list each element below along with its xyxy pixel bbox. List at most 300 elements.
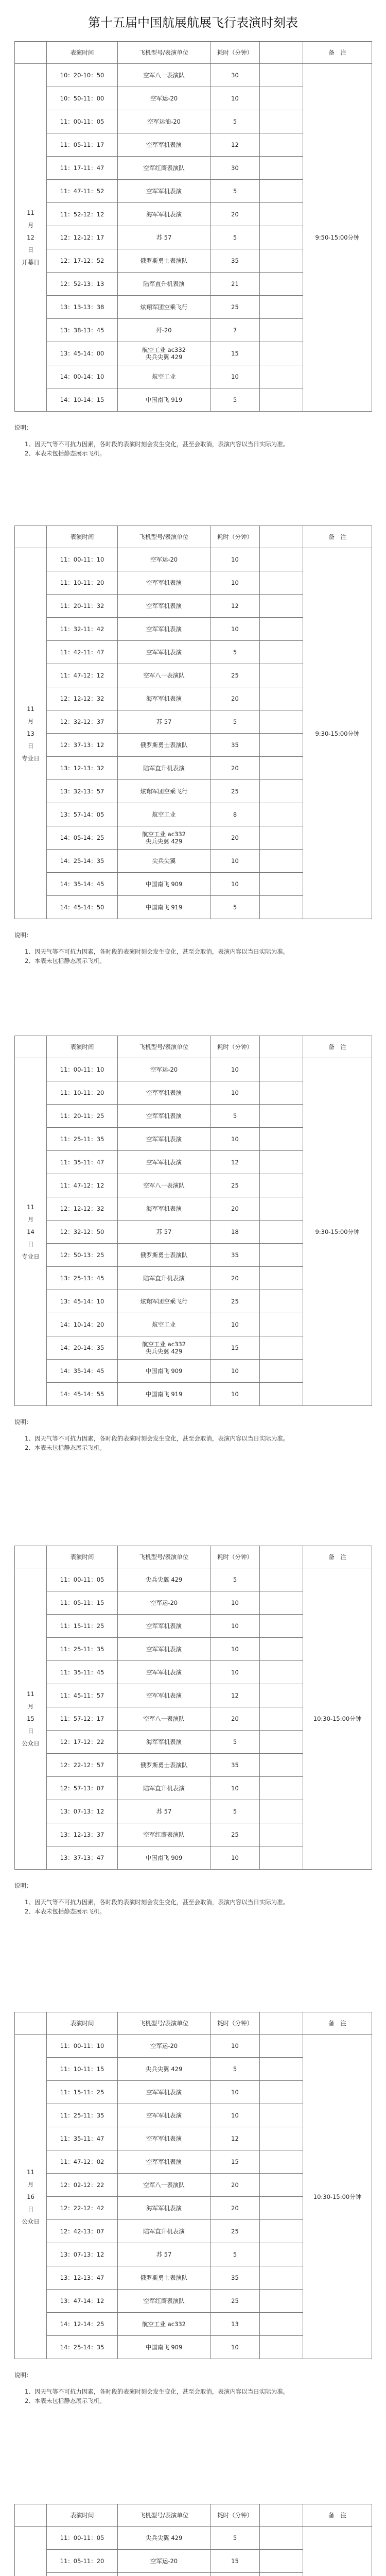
spacer-cell xyxy=(260,1197,303,1221)
name-header: 飞机型号/表演单位 xyxy=(118,42,210,64)
duration-cell: 15 xyxy=(210,2550,260,2573)
time-cell: 13：07-13：12 xyxy=(47,1800,118,1823)
duration-header: 耗时（分钟） xyxy=(210,1546,260,1568)
duration-cell: 10 xyxy=(210,618,260,641)
duration-cell: 5 xyxy=(210,2058,260,2081)
month-label: 11 xyxy=(27,209,34,216)
month-unit: 月 xyxy=(27,2180,34,2188)
aircraft-cell: 空军八一表演队 xyxy=(118,64,210,87)
time-cell: 11：35-11：47 xyxy=(47,2127,118,2150)
duration-cell: 30 xyxy=(210,64,260,87)
duration-cell: 10 xyxy=(210,1081,260,1105)
time-cell: 11：20-11：25 xyxy=(47,1105,118,1128)
date-header xyxy=(15,526,47,548)
duration-cell: 5 xyxy=(210,641,260,664)
duration-cell: 5 xyxy=(210,1568,260,1591)
aircraft-cell: 中国南飞 919 xyxy=(118,896,210,919)
day-type-label: 开幕日 xyxy=(22,259,40,266)
duration-cell: 5 xyxy=(210,226,260,249)
aircraft-cell: 空军运油-20 xyxy=(118,110,210,133)
spacer-cell xyxy=(260,180,303,203)
time-cell: 11：52-12：12 xyxy=(47,203,118,226)
spacer-header xyxy=(260,1546,303,1568)
duration-cell: 10 xyxy=(210,1661,260,1684)
day-label: 16 xyxy=(27,2193,34,2200)
time-cell: 11：25-11：35 xyxy=(47,2104,118,2127)
month-unit: 月 xyxy=(27,222,34,229)
duration-cell: 10 xyxy=(210,850,260,873)
spacer-cell xyxy=(260,641,303,664)
time-cell: 13：12-13：37 xyxy=(47,1823,118,1846)
time-cell: 11：45-11：57 xyxy=(47,1684,118,1707)
time-header: 表演时间 xyxy=(47,2504,118,2527)
spacer-cell xyxy=(260,1823,303,1846)
time-cell: 14：35-14：45 xyxy=(47,1360,118,1383)
note-cell: 10:30-15:00分钟 xyxy=(303,1568,372,1870)
duration-cell: 10 xyxy=(210,571,260,595)
time-cell: 14：45-14：50 xyxy=(47,896,118,919)
duration-cell xyxy=(210,2573,260,2576)
duration-cell: 5 xyxy=(210,896,260,919)
spacer-cell xyxy=(260,2290,303,2313)
time-cell: 11：05-11：15 xyxy=(47,1591,118,1615)
day-unit: 日 xyxy=(27,1241,34,1248)
aircraft-cell: 空军运-20 xyxy=(118,87,210,110)
spacer-cell xyxy=(260,2104,303,2127)
aircraft-cell: 尖兵尖翼 xyxy=(118,850,210,873)
time-cell: 12：22-12：57 xyxy=(47,1754,118,1777)
month-label: 11 xyxy=(27,1690,34,1698)
spacer-cell xyxy=(260,319,303,342)
duration-cell: 20 xyxy=(210,1707,260,1731)
spacer-cell xyxy=(260,1777,303,1800)
spacer-cell xyxy=(260,780,303,803)
note-cell xyxy=(303,2527,372,2576)
spacer-cell xyxy=(260,2336,303,2359)
spacer-cell xyxy=(260,757,303,780)
aircraft-cell: 空军军机表演 xyxy=(118,2104,210,2127)
duration-cell: 10 xyxy=(210,1128,260,1151)
time-cell: 13：25-13：45 xyxy=(47,1267,118,1290)
aircraft-cell: 尖兵尖翼 429 xyxy=(118,2058,210,2081)
aircraft-cell: 空军红鹰表演队 xyxy=(118,157,210,180)
time-cell: 11：00-11：05 xyxy=(47,110,118,133)
time-cell: 13：45-14：10 xyxy=(47,1290,118,1313)
aircraft-cell: 空军红鹰表演队 xyxy=(118,1823,210,1846)
aircraft-cell: 炫翔军团空乘飞行 xyxy=(118,296,210,319)
aircraft-cell: 空军军机表演 xyxy=(118,1615,210,1638)
time-cell: 11：10-11：20 xyxy=(47,1081,118,1105)
aircraft-cell: 苏 57 xyxy=(118,1800,210,1823)
day-unit: 日 xyxy=(27,1727,34,1735)
time-cell: 12：50-13：25 xyxy=(47,1244,118,1267)
time-cell xyxy=(47,2573,118,2576)
day-unit: 日 xyxy=(27,246,34,253)
duration-cell: 15 xyxy=(210,2150,260,2174)
spacer-cell xyxy=(260,618,303,641)
notes-item-1: 1、因天气等不可抗力因素，各时段的表演时刻会发生变化，甚至会取消，表演内容以当日实际为准。 xyxy=(25,948,289,955)
spacer-cell xyxy=(260,342,303,365)
time-cell: 11：20-11：32 xyxy=(47,595,118,618)
notes-block xyxy=(14,423,372,458)
note-header: 备 注 xyxy=(303,1036,372,1058)
notes-item-2: 2、本表未包括静态展示飞机。 xyxy=(25,1444,106,1451)
spacer-cell xyxy=(260,1568,303,1591)
time-cell: 12：12-12：32 xyxy=(47,687,118,710)
spacer-cell xyxy=(260,226,303,249)
spacer-cell xyxy=(260,1707,303,1731)
spacer-cell xyxy=(260,734,303,757)
time-cell: 12：12-12：17 xyxy=(47,226,118,249)
spacer-cell xyxy=(260,1174,303,1197)
aircraft-cell: 空军军机表演 xyxy=(118,1081,210,1105)
duration-cell: 12 xyxy=(210,595,260,618)
duration-cell: 10 xyxy=(210,1638,260,1661)
notes-item-2: 2、本表未包括静态展示飞机。 xyxy=(25,2397,106,2404)
time-cell: 11：47-12：02 xyxy=(47,2150,118,2174)
aircraft-cell: 苏 57 xyxy=(118,1221,210,1244)
time-cell: 13：47-14：12 xyxy=(47,2290,118,2313)
spacer-cell xyxy=(260,1615,303,1638)
aircraft-cell: 俄罗斯勇士表演队 xyxy=(118,734,210,757)
date-header xyxy=(15,2504,47,2527)
time-cell: 11：00-11：10 xyxy=(47,2035,118,2058)
name-header: 飞机型号/表演单位 xyxy=(118,2504,210,2527)
spacer-cell xyxy=(260,1267,303,1290)
duration-cell: 20 xyxy=(210,1197,260,1221)
spacer-header xyxy=(260,2504,303,2527)
aircraft-cell: 空军军机表演 xyxy=(118,641,210,664)
spacer-cell xyxy=(260,2127,303,2150)
time-header: 表演时间 xyxy=(47,526,118,548)
time-cell: 14：25-14：35 xyxy=(47,850,118,873)
notes-item-1: 1、因天气等不可抗力因素，各时段的表演时刻会发生变化，甚至会取消，表演内容以当日实际为准。 xyxy=(25,1899,289,1906)
spacer-cell xyxy=(260,2197,303,2220)
duration-cell: 5 xyxy=(210,1731,260,1754)
time-header: 表演时间 xyxy=(47,1036,118,1058)
aircraft-cell: 空军八一表演队 xyxy=(118,1174,210,1197)
notes-lead: 说明： xyxy=(14,931,32,939)
note-header: 备 注 xyxy=(303,1546,372,1568)
spacer-cell xyxy=(260,571,303,595)
duration-cell: 10 xyxy=(210,1615,260,1638)
note-header: 备 注 xyxy=(303,2012,372,2035)
table-row xyxy=(15,1568,372,1591)
spacer-cell xyxy=(260,133,303,157)
aircraft-cell: 俄罗斯勇士表演队 xyxy=(118,1754,210,1777)
aircraft-cell: 空军军机表演 xyxy=(118,595,210,618)
spacer-cell xyxy=(260,157,303,180)
spacer-cell xyxy=(260,1754,303,1777)
duration-cell: 5 xyxy=(210,388,260,412)
duration-cell: 25 xyxy=(210,2290,260,2313)
time-cell: 12：32-12：50 xyxy=(47,1221,118,1244)
schedule-table xyxy=(14,1546,372,1870)
aircraft-cell: 海军军机表演 xyxy=(118,203,210,226)
aircraft-cell: 航空工业 xyxy=(118,365,210,388)
duration-cell: 7 xyxy=(210,319,260,342)
spacer-cell xyxy=(260,1800,303,1823)
duration-cell: 20 xyxy=(210,826,260,850)
spacer-cell xyxy=(260,2527,303,2550)
schedule-table xyxy=(14,1036,372,1406)
duration-cell: 35 xyxy=(210,1754,260,1777)
duration-header: 耗时（分钟） xyxy=(210,42,260,64)
month-label: 11 xyxy=(27,705,34,713)
time-cell: 13：12-13：32 xyxy=(47,757,118,780)
duration-cell: 12 xyxy=(210,1151,260,1174)
spacer-header xyxy=(260,1036,303,1058)
duration-header: 耗时（分钟） xyxy=(210,2012,260,2035)
time-cell: 12：42-13：07 xyxy=(47,2220,118,2243)
aircraft-cell: 空军军机表演 xyxy=(118,1105,210,1128)
time-cell: 11：25-11：35 xyxy=(47,1128,118,1151)
duration-cell: 20 xyxy=(210,203,260,226)
month-label: 11 xyxy=(27,1204,34,1211)
time-cell: 14：10-14：20 xyxy=(47,1313,118,1336)
aircraft-cell: 中国南飞 909 xyxy=(118,873,210,896)
spacer-cell xyxy=(260,2081,303,2104)
duration-cell: 35 xyxy=(210,1244,260,1267)
time-cell: 13：45-14：00 xyxy=(47,342,118,365)
aircraft-cell: 中国南飞 909 xyxy=(118,1846,210,1870)
duration-cell: 20 xyxy=(210,1267,260,1290)
spacer-cell xyxy=(260,388,303,412)
time-header: 表演时间 xyxy=(47,1546,118,1568)
spacer-cell xyxy=(260,1661,303,1684)
duration-cell: 20 xyxy=(210,757,260,780)
time-cell: 11：00-11：05 xyxy=(47,1568,118,1591)
time-cell: 14：12-14：25 xyxy=(47,2313,118,2336)
duration-cell: 12 xyxy=(210,2127,260,2150)
aircraft-cell: 海军军机表演 xyxy=(118,2197,210,2220)
spacer-cell xyxy=(260,1058,303,1081)
name-header: 飞机型号/表演单位 xyxy=(118,526,210,548)
day-label: 12 xyxy=(27,234,34,241)
spacer-cell xyxy=(260,1383,303,1406)
duration-cell: 15 xyxy=(210,342,260,365)
date-header xyxy=(15,1036,47,1058)
day-unit: 日 xyxy=(27,742,34,750)
spacer-cell xyxy=(260,273,303,296)
duration-cell: 25 xyxy=(210,2220,260,2243)
notes-item-2: 2、本表未包括静态展示飞机。 xyxy=(25,957,106,964)
duration-cell: 10 xyxy=(210,1777,260,1800)
spacer-cell xyxy=(260,64,303,87)
duration-cell: 10 xyxy=(210,87,260,110)
aircraft-cell xyxy=(118,2573,210,2576)
time-cell: 14：20-14：35 xyxy=(47,1336,118,1360)
time-cell: 11：10-11：15 xyxy=(47,2058,118,2081)
spacer-cell xyxy=(260,2550,303,2573)
spacer-cell xyxy=(260,2266,303,2290)
time-cell: 14：05-14：25 xyxy=(47,826,118,850)
aircraft-cell: 海军军机表演 xyxy=(118,687,210,710)
aircraft-cell: 苏 57 xyxy=(118,2243,210,2266)
aircraft-cell: 空军军机表演 xyxy=(118,2150,210,2174)
time-cell: 11：00-11：10 xyxy=(47,548,118,571)
duration-cell: 35 xyxy=(210,2266,260,2290)
table-row xyxy=(15,2035,372,2058)
duration-cell: 20 xyxy=(210,687,260,710)
name-header: 飞机型号/表演单位 xyxy=(118,1036,210,1058)
time-cell: 13：32-13：57 xyxy=(47,780,118,803)
time-cell: 13：12-13：47 xyxy=(47,2266,118,2290)
duration-cell: 5 xyxy=(210,710,260,734)
spacer-cell xyxy=(260,1684,303,1707)
duration-cell: 10 xyxy=(210,1846,260,1870)
aircraft-cell: 海军军机表演 xyxy=(118,1197,210,1221)
note-cell: 9:50-15:00分钟 xyxy=(303,64,372,412)
month-label: 11 xyxy=(27,2168,34,2176)
notes-item-2: 2、本表未包括静态展示飞机。 xyxy=(25,1908,106,1915)
schedule-day-14 xyxy=(14,1036,372,1452)
spacer-cell xyxy=(260,873,303,896)
aircraft-cell: 中国南飞 919 xyxy=(118,388,210,412)
time-cell: 11：25-11：35 xyxy=(47,1638,118,1661)
duration-cell: 10 xyxy=(210,2336,260,2359)
month-unit: 月 xyxy=(27,717,34,725)
aircraft-cell: 航空工业 ac332 尖兵尖翼 429 xyxy=(118,1336,210,1360)
time-cell: 12：17-12：22 xyxy=(47,1731,118,1754)
spacer-cell xyxy=(260,2150,303,2174)
spacer-cell xyxy=(260,296,303,319)
month-unit: 月 xyxy=(27,1216,34,1223)
aircraft-cell: 航空工业 ac332 尖兵尖翼 429 xyxy=(118,342,210,365)
aircraft-cell: 中国南飞 919 xyxy=(118,1383,210,1406)
time-cell: 11：57-12：17 xyxy=(47,1707,118,1731)
duration-cell: 5 xyxy=(210,2243,260,2266)
notes-block xyxy=(14,930,372,965)
spacer-cell xyxy=(260,2573,303,2576)
table-header-row xyxy=(15,1546,372,1568)
aircraft-cell: 空军军机表演 xyxy=(118,571,210,595)
notes-lead: 说明： xyxy=(14,1882,32,1889)
duration-cell: 13 xyxy=(210,2313,260,2336)
spacer-cell xyxy=(260,687,303,710)
aircraft-cell: 陆军直升机表演 xyxy=(118,2220,210,2243)
time-cell: 13：07-13：12 xyxy=(47,2243,118,2266)
date-cell xyxy=(15,1568,47,1870)
spacer-cell xyxy=(260,548,303,571)
duration-cell: 10 xyxy=(210,1313,260,1336)
aircraft-cell: 空军运-20 xyxy=(118,548,210,571)
day-type-label: 公众日 xyxy=(22,2217,40,2225)
day-type-label: 专业日 xyxy=(22,1253,40,1260)
name-header: 飞机型号/表演单位 xyxy=(118,1546,210,1568)
time-cell: 11：10-11：20 xyxy=(47,571,118,595)
schedule-day-17 xyxy=(14,2504,372,2576)
spacer-header xyxy=(260,526,303,548)
spacer-cell xyxy=(260,826,303,850)
spacer-cell xyxy=(260,1290,303,1313)
duration-cell: 18 xyxy=(210,1221,260,1244)
duration-cell: 5 xyxy=(210,110,260,133)
duration-cell: 10 xyxy=(210,1591,260,1615)
schedule-table xyxy=(14,2504,372,2576)
time-cell: 14：10-14：15 xyxy=(47,388,118,412)
aircraft-cell: 陆军直升机表演 xyxy=(118,1777,210,1800)
time-cell: 14：45-14：55 xyxy=(47,1383,118,1406)
aircraft-cell: 中国南飞 909 xyxy=(118,1360,210,1383)
notes-block xyxy=(14,1881,372,1916)
schedule-day-16 xyxy=(14,2012,372,2405)
duration-header: 耗时（分钟） xyxy=(210,526,260,548)
time-header: 表演时间 xyxy=(47,2012,118,2035)
spacer-cell xyxy=(260,1591,303,1615)
notes-lead: 说明： xyxy=(14,1418,32,1426)
aircraft-cell: 陆军直升机表演 xyxy=(118,273,210,296)
spacer-cell xyxy=(260,1360,303,1383)
duration-cell: 10 xyxy=(210,1383,260,1406)
table-header-row xyxy=(15,526,372,548)
time-cell: 11：35-11：45 xyxy=(47,1661,118,1684)
aircraft-cell: 空军军机表演 xyxy=(118,2127,210,2150)
month-unit: 月 xyxy=(27,1703,34,1710)
duration-cell: 25 xyxy=(210,296,260,319)
aircraft-cell: 空军军机表演 xyxy=(118,1684,210,1707)
spacer-cell xyxy=(260,249,303,273)
aircraft-cell: 陆军直升机表演 xyxy=(118,1267,210,1290)
table-row xyxy=(15,548,372,571)
time-cell: 10：20-10：50 xyxy=(47,64,118,87)
aircraft-cell: 尖兵尖翼 429 xyxy=(118,2527,210,2550)
table-header-row xyxy=(15,2012,372,2035)
spacer-cell xyxy=(260,1638,303,1661)
duration-cell: 5 xyxy=(210,2527,260,2550)
date-header xyxy=(15,2012,47,2035)
duration-cell: 10 xyxy=(210,1058,260,1081)
spacer-cell xyxy=(260,850,303,873)
time-cell: 11：47-11：52 xyxy=(47,180,118,203)
spacer-cell xyxy=(260,2220,303,2243)
note-header: 备 注 xyxy=(303,2504,372,2527)
aircraft-cell: 空军运-20 xyxy=(118,2035,210,2058)
aircraft-cell: 空军军机表演 xyxy=(118,618,210,641)
note-header: 备 注 xyxy=(303,526,372,548)
time-cell: 12：57-13：07 xyxy=(47,1777,118,1800)
schedule-day-15 xyxy=(14,1546,372,1916)
page-title: 第十五届中国航展航展飞行表演时刻表 xyxy=(88,15,298,30)
spacer-cell xyxy=(260,1244,303,1267)
duration-cell: 10 xyxy=(210,548,260,571)
time-cell: 10：50-11：00 xyxy=(47,87,118,110)
time-cell: 13：38-13：45 xyxy=(47,319,118,342)
date-cell xyxy=(15,1058,47,1406)
aircraft-cell: 空军军机表演 xyxy=(118,133,210,157)
time-cell: 12：17-12：52 xyxy=(47,249,118,273)
aircraft-cell: 空军军机表演 xyxy=(118,1128,210,1151)
date-cell xyxy=(15,2035,47,2359)
aircraft-cell: 空军运-20 xyxy=(118,1058,210,1081)
table-header-row xyxy=(15,1036,372,1058)
note-header: 备 注 xyxy=(303,42,372,64)
duration-cell: 25 xyxy=(210,1823,260,1846)
duration-cell: 35 xyxy=(210,249,260,273)
spacer-cell xyxy=(260,710,303,734)
aircraft-cell: 海军军机表演 xyxy=(118,1731,210,1754)
time-cell: 11：00-11：10 xyxy=(47,1058,118,1081)
time-cell: 11：05-11：20 xyxy=(47,2550,118,2573)
spacer-cell xyxy=(260,664,303,687)
aircraft-cell: 空军运-20 xyxy=(118,1591,210,1615)
notes-lead: 说明： xyxy=(14,424,32,431)
day-type-label: 专业日 xyxy=(22,754,40,762)
table-header-row xyxy=(15,2504,372,2527)
spacer-cell xyxy=(260,1313,303,1336)
schedule-day-12 xyxy=(14,41,372,458)
table-header-row xyxy=(15,42,372,64)
